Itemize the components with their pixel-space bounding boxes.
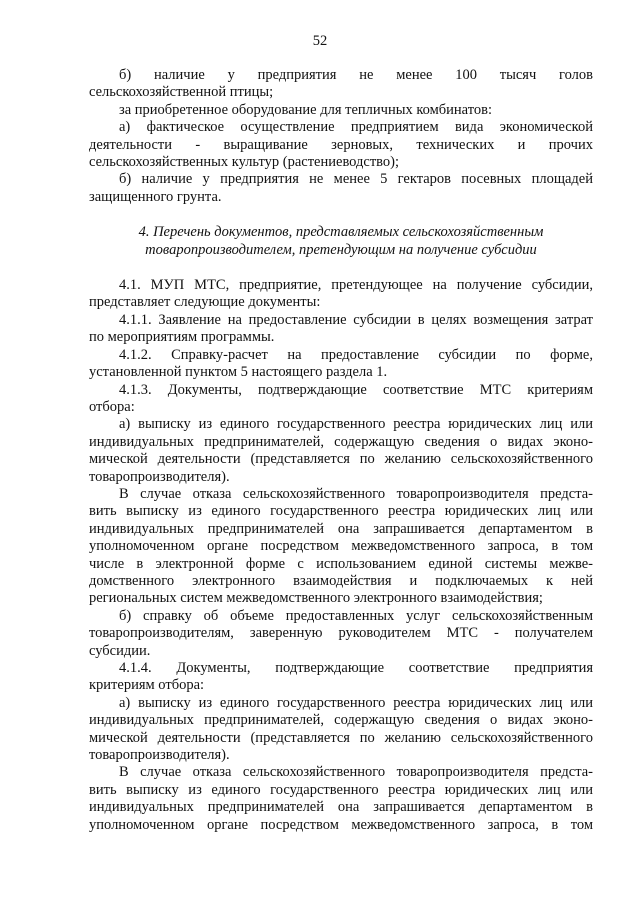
body-paragraph	[89, 486, 593, 608]
text-line: сельскохозяйственной птицы;	[89, 84, 274, 101]
text-line: б) справку об объеме предоставленных услуг сельскохозяйственным	[119, 607, 593, 624]
text-line: 4.1.3. Документы, подтверждающие соответствие МТС критериям	[119, 381, 593, 398]
section-heading	[89, 224, 593, 259]
text-line: уполномоченном органе посредством межведомственного запроса, в том	[89, 538, 593, 555]
text-line: мической деятельности (представляется по желанию сельскохозяйственного	[89, 729, 593, 746]
text-line: а) фактическое осуществление предприятием вида экономической	[119, 119, 593, 136]
text-line: региональных систем межведомственного электронного взаимодействия;	[89, 590, 543, 607]
body-paragraph	[89, 382, 593, 417]
top-paragraph	[89, 171, 593, 206]
text-line: 4.1. МУП МТС, предприятие, претендующее на получение субсидии,	[119, 277, 593, 294]
text-line: сельскохозяйственных культур (растениеводство);	[89, 154, 400, 171]
section-heading-line-2: товаропроизводителем, претендующим на получение субсидии	[145, 241, 537, 258]
top-paragraph	[89, 119, 593, 171]
top-text-block	[89, 67, 593, 206]
text-line: индивидуальных предпринимателей, содержащую сведения о видах эконо-	[89, 433, 593, 450]
text-line: установленной пунктом 5 настоящего раздела 1.	[89, 364, 388, 381]
text-line: отбора:	[89, 398, 135, 415]
text-line: по мероприятиям программы.	[89, 329, 275, 346]
body-paragraph	[89, 695, 593, 765]
text-line: защищенного грунта.	[89, 188, 222, 205]
text-line: В случае отказа сельскохозяйственного товаропроизводителя предста-	[119, 764, 593, 781]
text-line: б) наличие у предприятия не менее 100 тысяч голов	[119, 67, 593, 83]
text-line: мической деятельности (представляется по желанию сельскохозяйственного	[89, 451, 593, 468]
text-line: представляет следующие документы:	[89, 294, 321, 311]
text-line: а) выписку из единого государственного реестра юридических лиц или	[119, 694, 593, 711]
text-line: критериям отбора:	[89, 677, 205, 694]
text-line: В случае отказа сельскохозяйственного товаропроизводителя предста-	[119, 485, 593, 502]
page-number: 52	[312, 33, 328, 49]
text-line: индивидуальных предпринимателей, содержащую сведения о видах эконо-	[89, 712, 593, 729]
text-line: товаропроизводителя).	[89, 468, 230, 485]
text-line: вить выписку из единого государственного реестра юридических лиц или	[89, 781, 593, 798]
text-line: домственного электронного взаимодействия и подключаемых к ней	[89, 572, 593, 589]
body-paragraph	[89, 416, 593, 486]
body-paragraph	[89, 312, 593, 347]
text-line: товаропроизводителям, заверенную руководителем МТС - получателем	[89, 625, 593, 642]
body-paragraph	[89, 764, 593, 834]
section-heading-line-1: 4. Перечень документов, представляемых сельскохозяйственным	[138, 224, 544, 241]
text-line: индивидуальных предпринимателей она запрашивается департаментом в	[89, 520, 593, 537]
top-paragraph	[89, 67, 593, 102]
page-content	[89, 67, 593, 834]
text-line: 4.1.4. Документы, подтверждающие соответствие предприятия	[119, 660, 593, 676]
text-line: товаропроизводителя).	[89, 747, 230, 764]
text-line: б) наличие у предприятия не менее 5 гектаров посевных площадей	[119, 171, 593, 188]
text-line: индивидуальных предпринимателей она запрашивается департаментом в	[89, 799, 593, 816]
text-line: 4.1.2. Справку-расчет на предоставление субсидии по форме,	[119, 346, 593, 363]
body-paragraph	[89, 608, 593, 660]
text-line: вить выписку из единого государственного реестра юридических лиц или	[89, 503, 593, 520]
text-line: 4.1.1. Заявление на предоставление субсидии в целях возмещения затрат	[119, 311, 593, 328]
text-line: уполномоченном органе посредством межведомственного запроса, в том	[89, 816, 593, 833]
body-paragraph	[89, 660, 593, 695]
body-paragraph	[89, 277, 593, 312]
text-line: числе в электронной форме с использованием единой системы межве-	[89, 555, 593, 572]
text-line: а) выписку из единого государственного реестра юридических лиц или	[119, 416, 593, 433]
top-paragraph	[89, 102, 593, 119]
text-line: субсидии.	[89, 642, 151, 659]
body-text-block	[89, 277, 593, 834]
body-paragraph	[89, 347, 593, 382]
text-line: деятельности - выращивание зерновых, технических и прочих	[89, 136, 593, 153]
text-line: за приобретенное оборудование для тепличных комбинатов:	[119, 101, 493, 118]
